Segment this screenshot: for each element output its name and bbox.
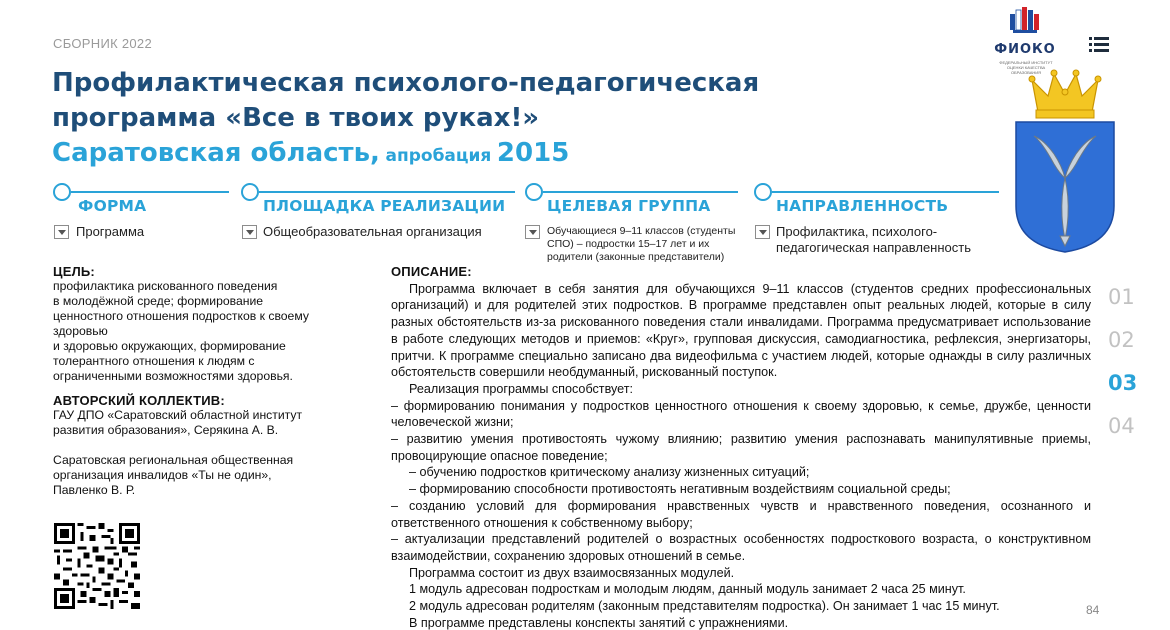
description-block <box>391 264 1091 630</box>
fioko-logo-text: ФИОКО <box>994 42 1056 57</box>
goal-heading: ЦЕЛЬ: <box>53 264 95 279</box>
direction-value <box>776 224 996 256</box>
venue-value: Общеобразовательная организация <box>263 224 482 239</box>
pager-item-02[interactable]: 02 <box>1108 328 1135 352</box>
form-label: ФОРМА <box>78 197 147 215</box>
direction-value-line: Профилактика, психолого- <box>776 224 938 239</box>
description-paragraph: Программа состоит из двух взаимосвязанных модулей. <box>409 565 735 580</box>
target-rule <box>543 191 738 193</box>
form-dropdown-icon[interactable] <box>54 225 69 239</box>
author-line: Павленко В. Р. <box>53 483 136 497</box>
target-value-line: СПО) – подростки 15–17 лет и их <box>547 238 710 250</box>
description-bullet: – обучению подростков критическому анализу жизненных ситуаций; <box>409 465 810 480</box>
fioko-logo-subtitle: ФЕДЕРАЛЬНЫЙ ИНСТИТУТ ОЦЕНКИ КАЧЕСТВА ОБРАЗОВАНИЯ <box>999 60 1053 75</box>
pager-item-03[interactable]: 03 <box>1108 371 1138 395</box>
goal-line: ценностного отношения подростков к своему <box>53 309 309 323</box>
goal-line: толерантного отношения к людям с <box>53 354 255 368</box>
author-line: организация инвалидов «Ты не один», <box>53 468 272 482</box>
fioko-logo <box>990 4 1066 74</box>
fioko-bars-icon <box>1009 4 1043 38</box>
region-subtitle <box>52 136 952 173</box>
page-number: 84 <box>1086 603 1100 617</box>
approbation-label: апробация <box>385 146 492 166</box>
venue-label: ПЛОЩАДКА РЕАЛИЗАЦИИ <box>263 197 506 215</box>
direction-rule <box>772 191 999 193</box>
title-line-2: программа «Все в твоих руках!» <box>52 103 540 133</box>
venue-rule <box>259 191 515 193</box>
target-circle-icon <box>525 183 543 201</box>
author-line: развития образования», Серякина А. В. <box>53 423 279 437</box>
target-dropdown-icon[interactable] <box>525 225 540 239</box>
goal-line: в молодёжной среде; формирование <box>53 294 264 308</box>
spacer <box>53 384 343 393</box>
pager-item-04[interactable]: 04 <box>1108 414 1135 438</box>
description-bullet: – актуализации представлений родителей о возрастных особенностях подросткового возраста, о конструктивном взаимодействии, сохранению здоровых отношений в семье. <box>391 532 1091 563</box>
direction-value-line: педагогическая направленность <box>776 240 971 255</box>
description-bullet: – формированию понимания у подростков ценностного отношения к своему здоровью, к семье, дружбе, ценности человеческой жизни; <box>391 398 1091 430</box>
author-line: Саратовская региональная общественная <box>53 453 294 467</box>
target-value-line: Обучающиеся 9–11 классов (студенты <box>547 225 736 237</box>
description-bullet: – созданию условий для формирования нравственных чувств и нравственного поведения, осознанного и ответственного отношения к собственному выбору; <box>391 498 1091 530</box>
collection-label: СБОРНИК 2022 <box>53 36 152 51</box>
description-paragraph: Программа включает в себя занятия для обучающихся 9–11 классов (студентов средних профессиональных организаций) и для родителей этих подростков. В программе представлен опыт реальных людей, которые в силу разных обстоятельств из-за рискованного поведения стали инвалидами. Программа предусматривает использование в работе следующих методов и приемов: «Круг», групповая дискуссия, самодиагностика, рефлексия, энергизаторы, притчи. К программе специально записано два видеофильма с участием людей, которые однажды в силу различных обстоятельств совершили необдуманный, рискованный поступок. <box>391 281 1091 380</box>
pager-item-01[interactable]: 01 <box>1108 285 1135 309</box>
description-bullet: – формированию способности противостоять негативным воздействиям социальной среды; <box>409 482 951 497</box>
goal-line: ограниченными возможностями здоровья. <box>53 369 293 383</box>
title-line-1: Профилактическая психолого-педагогическая <box>52 68 760 98</box>
direction-circle-icon <box>754 183 772 201</box>
form-value: Программа <box>76 224 145 239</box>
menu-icon[interactable] <box>1089 36 1109 52</box>
direction-dropdown-icon[interactable] <box>755 225 770 239</box>
form-circle-icon <box>53 183 71 201</box>
description-heading: ОПИСАНИЕ: <box>391 264 472 279</box>
description-paragraph: 2 модуль адресован родителям (законным представителям подростка). Он занимает 1 час 15 минут. <box>409 599 1000 614</box>
description-paragraph: В программе представлены конспекты занятий с упражнениями. <box>409 615 789 630</box>
goal-line: здоровью <box>53 324 108 338</box>
venue-circle-icon <box>241 183 259 201</box>
form-rule <box>71 191 229 193</box>
spacer <box>53 438 343 453</box>
author-line: ГАУ ДПО «Саратовский областной институт <box>53 408 303 422</box>
goal-line: профилактика рискованного поведения <box>53 279 278 293</box>
target-value <box>547 225 747 264</box>
approbation-year: 2015 <box>496 138 570 168</box>
region-name: Саратовская область, <box>52 138 380 168</box>
page-title <box>52 66 952 173</box>
description-paragraph: 1 модуль адресован подросткам и молодым людям, данный модуль занимает 2 часа 25 минут. <box>409 582 966 597</box>
direction-label: НАПРАВЛЕННОСТЬ <box>776 197 949 215</box>
target-value-line: родители (законные представители) <box>547 251 725 263</box>
venue-dropdown-icon[interactable] <box>242 225 257 239</box>
saratov-coat-of-arms-icon <box>1010 66 1120 256</box>
target-label: ЦЕЛЕВАЯ ГРУППА <box>547 197 711 215</box>
authors-heading: АВТОРСКИЙ КОЛЛЕКТИВ: <box>53 393 225 408</box>
qr-code[interactable] <box>54 523 140 609</box>
goal-line: и здоровью окружающих, формирование <box>53 339 286 353</box>
description-paragraph: Реализация программы способствует: <box>409 381 633 396</box>
left-info-column <box>53 264 343 498</box>
description-bullet: – развитию умения противостоять чужому влиянию; развитию умения распознавать манипулятивные приемы, провоцирующие опасное поведение; <box>391 432 1091 463</box>
